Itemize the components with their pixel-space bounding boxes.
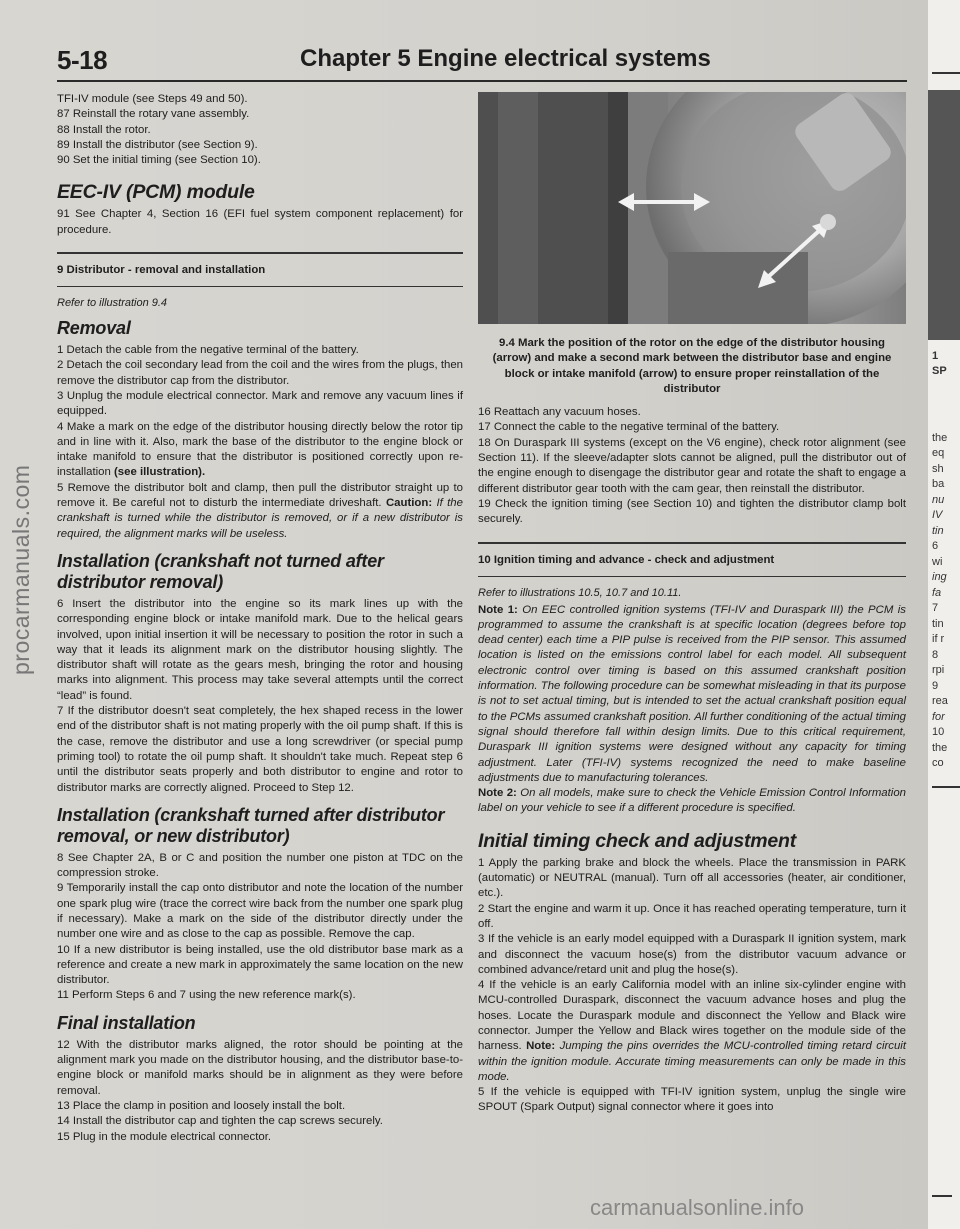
install-1-heading: Installation (crankshaft not turned after distributor removal) bbox=[57, 550, 384, 592]
removal-step: 3 Unplug the module electrical connector. Mark and remove any vacuum lines if equipped. bbox=[57, 389, 463, 418]
removal-step bbox=[57, 420, 463, 481]
adjacent-page-rule bbox=[932, 786, 960, 788]
note-2-label: Note 2: bbox=[478, 787, 517, 800]
side-fragment: co bbox=[932, 757, 944, 769]
step: 19 Check the ignition timing (see Section 10) and tighten the distributor clamp bolt securely. bbox=[478, 497, 906, 526]
intro-line: 89 Install the distributor (see Section 9). bbox=[57, 138, 258, 151]
install-step: 10 If a new distributor is being installed, use the old distributor base mark as a reference and create a new mark in approximately the same location on the new distributor. bbox=[57, 943, 463, 987]
adjacent-page-rule bbox=[932, 1195, 952, 1197]
removal-step bbox=[57, 481, 463, 542]
intro-line: 88 Install the rotor. bbox=[57, 123, 151, 136]
page-number: 5-18 bbox=[57, 45, 108, 75]
timing-step-4: 4 If the vehicle is an early California model with an inline six-cylinder engine with MCU-controlled Duraspark, disconnect the vacuum advance hoses and plug the hoses. Locate the Duraspark module and disconnect the Yellow and Black wire connector. Jumper the Yellow and Black wires together on the module side of the harness. bbox=[478, 979, 906, 1053]
side-fragment: ba bbox=[932, 478, 945, 490]
final-step: 15 Plug in the module electrical connector. bbox=[57, 1130, 272, 1143]
intro-line: TFI-IV module (see Steps 49 and 50). bbox=[57, 93, 248, 105]
section-10-reference: Refer to illustrations 10.5, 10.7 and 10.11. bbox=[478, 586, 682, 599]
side-fragment: SP bbox=[932, 365, 947, 377]
side-fragment: tin bbox=[932, 525, 944, 537]
final-step: 12 With the distributor marks aligned, the rotor should be pointing at the alignment mark you made on the distributor housing, and the distributor base-to-engine block or manifold marks should be in alignment as they were before removal. bbox=[57, 1038, 463, 1097]
timing-step: 1 Apply the parking brake and block the wheels. Place the transmission in PARK (automatic) or NEUTRAL (manual). Turn off all accessories (heater, air conditioner, etc.). bbox=[478, 856, 906, 900]
note-1-text: On EEC controlled ignition systems (TFI-IV and Duraspark III) the PCM is programmed to assume the crankshaft is at specific location (degrees before top dead center) each time a PIP pulse is received from the PIP sensor. This assumed location is listed on the emissions control label for each model. All subsequent electronic control over timing is based on this assumed crankshaft position information. The following procedure can be somewhat misleading in that its purpose is not to set actual timing, but is intended to set the actual crankshaft position equal to the PCMs assumed crankshaft position. All further conditioning of the actual timing signal should therefore fall within design limits. Due to this critical requirement, Duraspark III ignition systems were designed without any capacity for timing adjustment. Later (TFI-IV) systems recognized the need to make baseline adjustments due to manufacturing tolerances. bbox=[478, 603, 906, 784]
step-4-note-label: Note: bbox=[526, 1040, 556, 1053]
adjacent-page-edge bbox=[928, 0, 960, 1229]
intro-line: 87 Reinstall the rotary vane assembly. bbox=[57, 108, 250, 121]
note-2 bbox=[478, 786, 906, 817]
side-fragment: rea bbox=[932, 695, 948, 707]
side-fragment: 6 bbox=[932, 540, 939, 552]
side-fragment: tin bbox=[932, 618, 944, 630]
final-installation-heading: Final installation bbox=[57, 1012, 196, 1033]
watermark-left: procarmanuals.com bbox=[8, 464, 34, 675]
install-step: 6 Insert the distributor into the engine so its mark lines up with the corresponding engine block or intake manifold mark. Due to the helical gears involved, upon initial insertion it will be necessary to position the rotor in such a way that it leads its alignment mark on the distributor housing slightly. The distributor shaft will rotate as the gears mesh, bringing the rotor and housing marks into alignment. This process may take several attempts until the correct “lead” is found. bbox=[57, 597, 463, 702]
side-fragment: the bbox=[932, 432, 948, 444]
side-fragment: for bbox=[932, 711, 945, 723]
side-fragment: 8 bbox=[932, 649, 939, 661]
side-fragment: IV bbox=[932, 509, 943, 521]
install-step: 7 If the distributor doesn't seat completely, the hex shaped recess in the lower end of the distributor shaft is not mating properly with the oil pump shaft. If this is the case, remove the distributor and use a long screwdriver (or special pump priming tool) to rotate the oil pump shaft. It shouldn't take much. Repeat step 6 until the distributor seats properly and both distributor to engine and rotor to distributor marks are correctly aligned. Proceed to Step 12. bbox=[57, 705, 463, 794]
side-fragment: ing bbox=[932, 571, 947, 583]
side-fragment: the bbox=[932, 742, 948, 754]
side-fragment: 7 bbox=[932, 602, 939, 614]
install-2-heading: Installation (crankshaft turned after distributor removal, or new distributor) bbox=[57, 804, 445, 846]
final-step: 14 Install the distributor cap and tighten the cap screws securely. bbox=[57, 1115, 383, 1128]
side-fragment: wi bbox=[932, 556, 943, 568]
side-fragment: 10 bbox=[932, 726, 945, 738]
photo-caption: 9.4 Mark the position of the rotor on the edge of the distributor housing (arrow) and make a second mark between the distributor base and engine block or intake manifold (arrow) to ensure proper reinstallation of the distributor bbox=[492, 337, 892, 395]
side-fragment: sh bbox=[932, 463, 944, 475]
intro-line: 90 Set the initial timing (see Section 10). bbox=[57, 154, 261, 167]
side-fragment: rpi bbox=[932, 664, 945, 676]
right-column bbox=[478, 92, 906, 1116]
section-10-title: 10 Ignition timing and advance - check and adjustment bbox=[478, 542, 906, 577]
timing-step: 3 If the vehicle is an early model equipped with a Duraspark II ignition system, mark and disconnect the vacuum hose(s) from the distributor vacuum advance or combined advance/retard unit and plug the hose(s). bbox=[478, 933, 906, 976]
adjacent-page-photo bbox=[928, 90, 960, 340]
side-fragment: 9 bbox=[932, 680, 939, 692]
side-fragment: if r bbox=[932, 633, 945, 645]
watermark-bottom: carmanualsonline.info bbox=[590, 1195, 805, 1220]
distributor-photo bbox=[478, 92, 906, 324]
header-rule bbox=[57, 80, 907, 82]
step: 17 Connect the cable to the negative terminal of the battery. bbox=[478, 421, 780, 434]
install-step: 9 Temporarily install the cap onto distributor and note the location of the number one spark plug wire (trace the correct wire back from the number one spark plug if necessary). Make a mark on the side of the distributor directly under the number one wire and as close to the cap as possible. Remove the cap. bbox=[57, 882, 463, 941]
illustration-ref: (see illustration). bbox=[114, 466, 206, 479]
note-2-text: On all models, make sure to check the Vehicle Emission Control Information label on your vehicle to see if a different procedure is specified. bbox=[478, 787, 907, 815]
left-column bbox=[57, 92, 463, 1145]
side-fragment: 1 bbox=[932, 350, 939, 362]
side-fragment: nu bbox=[932, 494, 945, 506]
caution-text: If the crankshaft is turned while the distributor is removed, or if a new distributor is required, the alignment marks will be useless. bbox=[57, 497, 463, 540]
side-fragment: eq bbox=[932, 447, 945, 459]
removal-step-4: 4 Make a mark on the edge of the distributor housing directly below the rotor tip and in line with it. Also, mark the base of the distributor to the engine block or intake manifold to ensure that the distributor is positioned correctly upon re-installation bbox=[57, 420, 463, 479]
removal-step: 2 Detach the coil secondary lead from the coil and the wires from the plugs, then remove the distributor cap from the distributor. bbox=[57, 359, 463, 387]
section-9-reference: Refer to illustration 9.4 bbox=[57, 297, 168, 310]
initial-timing-heading: Initial timing check and adjustment bbox=[478, 829, 797, 852]
eec-text: 91 See Chapter 4, Section 16 (EFI fuel system component replacement) for procedure. bbox=[57, 208, 463, 236]
note-1 bbox=[478, 603, 906, 787]
install-step: 11 Perform Steps 6 and 7 using the new reference mark(s). bbox=[57, 989, 356, 1002]
install-step: 8 See Chapter 2A, B or C and position the number one piston at TDC on the compression stroke. bbox=[57, 851, 463, 880]
distributor-photo-illustration bbox=[478, 92, 906, 324]
removal-step-5: 5 Remove the distributor bolt and clamp, then pull the distributor straight up to remove it. Be careful not to disturb the intermediate driveshaft. bbox=[57, 481, 463, 510]
adjacent-page-rule bbox=[932, 72, 960, 74]
step: 16 Reattach any vacuum hoses. bbox=[478, 406, 641, 419]
final-step: 13 Place the clamp in position and loosely install the bolt. bbox=[57, 1099, 346, 1112]
timing-step bbox=[478, 978, 906, 1085]
eec-heading: EEC-IV (PCM) module bbox=[57, 181, 255, 204]
side-fragment: fa bbox=[932, 587, 942, 599]
step: 18 On Duraspark III systems (except on the V6 engine), check rotor alignment (see Section 11). If the sleeve/adapter slots cannot be aligned, pull the distributor out of the engine enough to disengage the distributor gear and rotate the shaft to engage a different distributor gear tooth with the cam gear, then reinstall the distributor. bbox=[478, 436, 906, 495]
timing-step: 2 Start the engine and warm it up. Once it has reached operating temperature, turn it off. bbox=[478, 902, 906, 930]
removal-step: 1 Detach the cable from the negative terminal of the battery. bbox=[57, 344, 359, 357]
timing-step: 5 If the vehicle is equipped with TFI-IV ignition system, unplug the single wire SPOUT (Spark Output) signal connector where it goes into bbox=[478, 1086, 906, 1114]
removal-heading: Removal bbox=[57, 318, 131, 339]
note-1-label: Note 1: bbox=[478, 603, 518, 616]
chapter-title: Chapter 5 Engine electrical systems bbox=[300, 45, 711, 72]
caution-label: Caution: bbox=[385, 497, 433, 510]
section-9-title: 9 Distributor - removal and installation bbox=[57, 252, 463, 287]
step-4-note-text: Jumping the pins overrides the MCU-controlled timing retard circuit within the ignition module. Accurate timing measurements can only be made in this mode. bbox=[478, 1040, 906, 1083]
